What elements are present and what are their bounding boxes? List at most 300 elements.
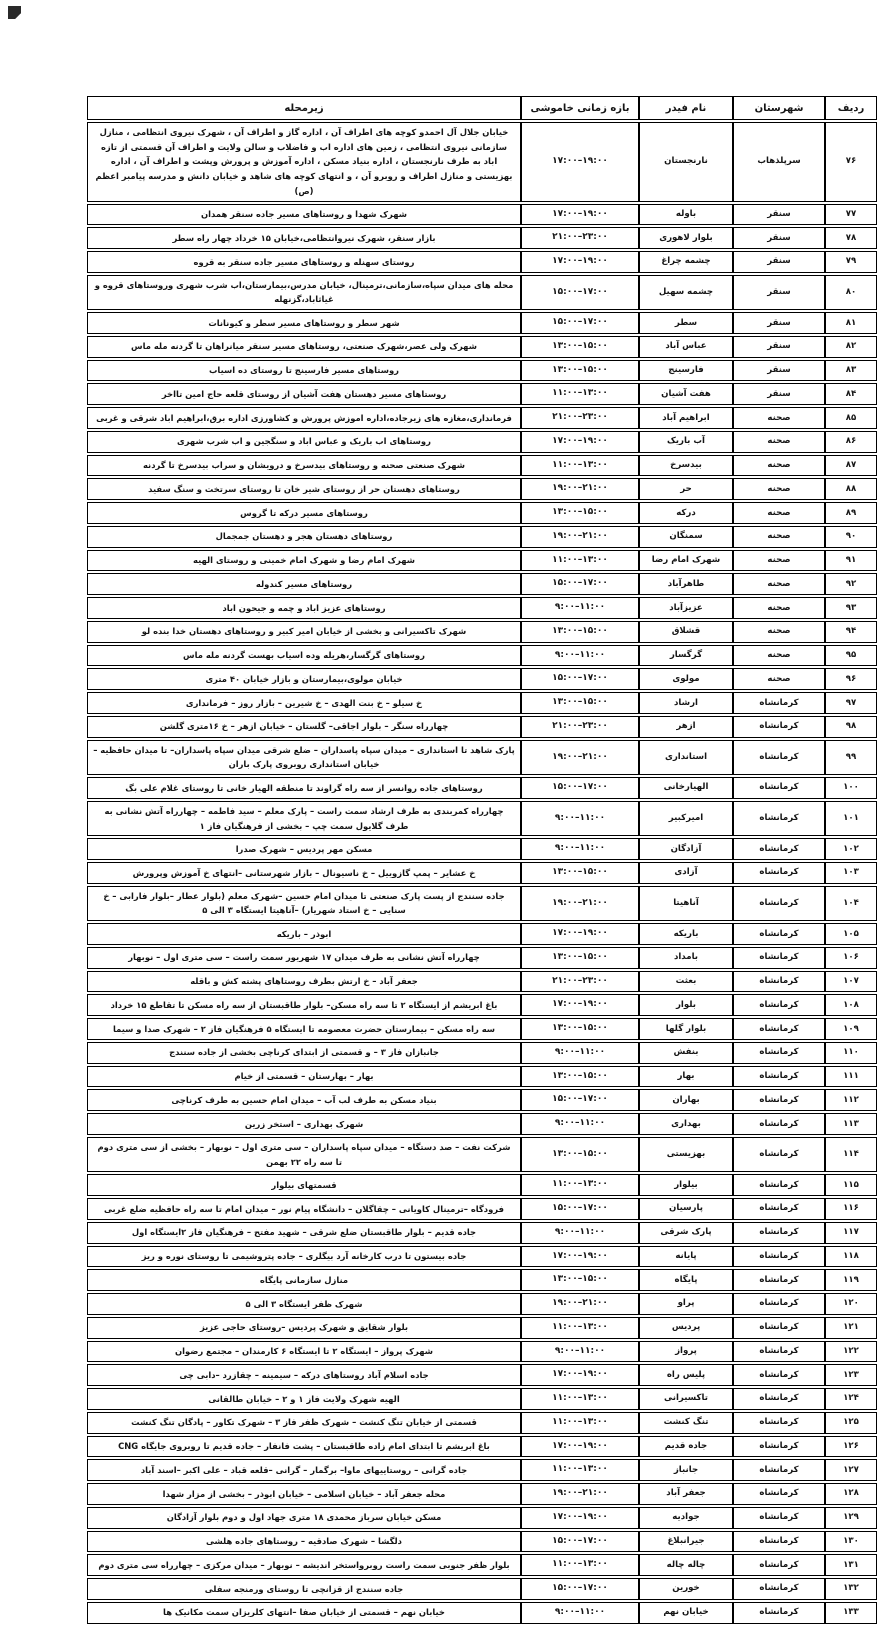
cell-outage-time: ۱۵:۰۰–۱۷:۰۰ [521,1578,639,1600]
cell-outage-time: ۱۵:۰۰–۱۷:۰۰ [521,777,639,799]
cell-row-number: ۱۰۴ [825,886,877,921]
cell-county: کرمانشاه [733,838,825,860]
table-row [87,1174,877,1196]
cell-feeder: مولوی [639,668,733,690]
table-row [87,1066,877,1088]
cell-row-number: ۱۱۹ [825,1269,877,1291]
table-row [87,801,877,836]
cell-row-number: ۹۷ [825,692,877,714]
cell-sub-neighborhood: باغ ابریشم از ایستگاه ۲ تا سه راه مسکن– بلوار طاقبستان از سه راه مسکن تا تقاطع ۱۵ خرداد [87,994,521,1016]
cell-outage-time: ۱۵:۰۰–۱۷:۰۰ [521,573,639,595]
cell-feeder: پلیس راه [639,1364,733,1386]
cell-row-number: ۱۰۹ [825,1018,877,1040]
cell-outage-time: ۱۷:۰۰–۱۹:۰۰ [521,1364,639,1386]
cell-outage-time: ۱۵:۰۰–۱۷:۰۰ [521,1531,639,1553]
cell-outage-time: ۹:۰۰–۱۱:۰۰ [521,1222,639,1244]
cell-county: کرمانشاه [733,777,825,799]
outage-schedule-table [87,94,877,1626]
cell-sub-neighborhood: چهارراه سنگر – بلوار اجاقی– گلستان – خیابان ازهر – خ ۱۶متری گلشن [87,716,521,738]
table-row [87,573,877,595]
cell-county: سرپلذهاب [733,122,825,202]
cell-outage-time: ۱۷:۰۰–۱۹:۰۰ [521,431,639,453]
cell-county: سنقر [733,251,825,273]
cell-feeder: خیابان نهم [639,1602,733,1624]
cell-feeder: تنگ کنشت [639,1412,733,1434]
cell-row-number: ۹۸ [825,716,877,738]
cell-feeder: بلوار گلها [639,1018,733,1040]
cell-sub-neighborhood: منازل سازمانی پایگاه [87,1269,521,1291]
table-row [87,886,877,921]
cell-feeder: الهیارخانی [639,777,733,799]
cell-sub-neighborhood: بنیاد مسکن به طرف لب آب – میدان امام حسین به طرف کرناچی [87,1089,521,1111]
cell-sub-neighborhood: روستاهای جاده روانسر از سه راه گراوند تا منطقه الهیار خانی تا روستای غلام علی بگ [87,777,521,799]
cell-county: صحنه [733,621,825,643]
cell-feeder: آزادی [639,862,733,884]
table-row [87,1018,877,1040]
cell-row-number: ۱۲۲ [825,1341,877,1363]
cell-row-number: ۱۱۴ [825,1137,877,1172]
cell-outage-time: ۱۳:۰۰–۱۵:۰۰ [521,947,639,969]
cell-feeder: پایگاه [639,1269,733,1291]
cell-county: کرمانشاه [733,886,825,921]
cell-feeder: شهرک امام رضا [639,550,733,572]
cell-county: کرمانشاه [733,1483,825,1505]
cell-county: سنقر [733,336,825,358]
cell-county: کرمانشاه [733,716,825,738]
cell-feeder: سطر [639,312,733,334]
cell-row-number: ۸۲ [825,336,877,358]
table-row [87,1578,877,1600]
cell-outage-time: ۱۳:۰۰–۱۵:۰۰ [521,862,639,884]
cell-outage-time: ۱۹:۰۰–۲۱:۰۰ [521,740,639,775]
cell-county: صحنه [733,502,825,524]
cell-county: کرمانشاه [733,1089,825,1111]
cell-row-number: ۱۰۷ [825,971,877,993]
cell-county: کرمانشاه [733,1018,825,1040]
table-row [87,360,877,382]
cell-outage-time: ۱۳:۰۰–۱۵:۰۰ [521,336,639,358]
table-row [87,1198,877,1220]
cell-sub-neighborhood: مسکن خیابان سرباز محمدی ۱۸ متری جهاد اول و دوم بلوار آزادگان [87,1507,521,1529]
cell-feeder: ابراهیم آباد [639,407,733,429]
cell-county: کرمانشاه [733,994,825,1016]
cell-feeder: بلوار لاهوری [639,227,733,249]
cell-outage-time: ۱۱:۰۰–۱۳:۰۰ [521,550,639,572]
cell-sub-neighborhood: مسکن مهر پردیس – شهرک صدرا [87,838,521,860]
cell-feeder: بیلوار [639,1174,733,1196]
cell-county: کرمانشاه [733,1388,825,1410]
cell-feeder: تاکسیرانی [639,1388,733,1410]
table-row [87,275,877,310]
cell-sub-neighborhood: پارک شاهد تا استانداری – میدان سپاه پاسداران – ضلع شرقی میدان سپاه پاسداران– تا میدان حافظیه – خیابان استانداری روبروی پارک باران [87,740,521,775]
cell-sub-neighborhood: بهار – بهارستان – قسمتی از خیام [87,1066,521,1088]
cell-county: صحنه [733,455,825,477]
cell-sub-neighborhood: فرمانداری،مغازه های زیرجاده،اداره اموزش پرورش و کشاورزی اداره برق،ابراهیم اباد شرقی و غربی [87,407,521,429]
cell-county: کرمانشاه [733,1113,825,1135]
cell-county: کرمانشاه [733,740,825,775]
cell-row-number: ۱۲۸ [825,1483,877,1505]
cell-feeder: بلوار [639,994,733,1016]
cell-row-number: ۹۵ [825,645,877,667]
cell-sub-neighborhood: قسمتهای بیلوار [87,1174,521,1196]
cell-county: کرمانشاه [733,1531,825,1553]
cell-row-number: ۱۰۶ [825,947,877,969]
cell-row-number: ۱۱۱ [825,1066,877,1088]
table-row [87,502,877,524]
cell-county: کرمانشاه [733,1317,825,1339]
cell-sub-neighborhood: ابوذر – باریکه [87,923,521,945]
cell-sub-neighborhood: روستاهای اب باریک و عباس اباد و سنگجین و اب شرب شهری [87,431,521,453]
cell-row-number: ۹۴ [825,621,877,643]
cell-sub-neighborhood: جاده سنندج از پست پارک صنعتی تا میدان امام حسین –شهرک معلم (بلوار عطار –بلوار فارابی – خ سنایی – خ استاد شهریار) –آناهیتا ایستگاه ۳ الی ۵ [87,886,521,921]
table-row [87,1222,877,1244]
cell-row-number: ۱۱۷ [825,1222,877,1244]
cell-feeder: آناهیتا [639,886,733,921]
cell-sub-neighborhood: بلوار ظفر جنوبی سمت راست روبرواستخر اندیشه – نوبهار – میدان مرکزی – چهارراه سی متری دوم [87,1554,521,1576]
cell-outage-time: ۱۳:۰۰–۱۵:۰۰ [521,621,639,643]
table-row [87,716,877,738]
cell-county: کرمانشاه [733,1436,825,1458]
cell-feeder: بنفش [639,1042,733,1064]
cell-county: سنقر [733,360,825,382]
cell-sub-neighborhood: خیابان مولوی،بیمارستان و بازار خیابان ۴۰ متری [87,668,521,690]
cell-row-number: ۹۱ [825,550,877,572]
cell-row-number: ۸۱ [825,312,877,334]
cell-sub-neighborhood: جعفر آباد – خ ارتش بطرف روستاهای پشته کش و باقله [87,971,521,993]
cell-outage-time: ۱۷:۰۰–۱۹:۰۰ [521,1436,639,1458]
cell-outage-time: ۱۵:۰۰–۱۷:۰۰ [521,1198,639,1220]
table-row [87,668,877,690]
table-row [87,455,877,477]
cell-row-number: ۷۷ [825,204,877,226]
cell-outage-time: ۱۵:۰۰–۱۷:۰۰ [521,668,639,690]
cell-feeder: چاله چاله [639,1554,733,1576]
header-feeder: نام فیدر [639,96,733,120]
cell-row-number: ۱۲۱ [825,1317,877,1339]
cell-row-number: ۱۰۸ [825,994,877,1016]
cell-county: کرمانشاه [733,1269,825,1291]
cell-feeder: پارک شرقی [639,1222,733,1244]
cell-sub-neighborhood: روستاهای دهستان هجر و دهستان جمجمال [87,526,521,548]
corner-mark-icon [8,6,21,19]
cell-county: کرمانشاه [733,1042,825,1064]
table-body [87,122,877,1624]
cell-feeder: جوادیه [639,1507,733,1529]
cell-row-number: ۱۰۰ [825,777,877,799]
cell-row-number: ۱۳۱ [825,1554,877,1576]
cell-sub-neighborhood: روستاهای گرگسار،هریله وده اسیاب بهست گردنه مله ماس [87,645,521,667]
cell-county: کرمانشاه [733,1174,825,1196]
cell-row-number: ۸۹ [825,502,877,524]
cell-sub-neighborhood: شهرک ظفر ایستگاه ۳ الی ۵ [87,1293,521,1315]
cell-feeder: آب باریک [639,431,733,453]
cell-county: سنقر [733,383,825,405]
cell-row-number: ۱۱۳ [825,1113,877,1135]
cell-county: سنقر [733,204,825,226]
cell-row-number: ۱۰۱ [825,801,877,836]
cell-sub-neighborhood: چهارراه آتش نشانی به طرف میدان ۱۷ شهریور سمت راست – سی متری اول – نوبهار [87,947,521,969]
cell-outage-time: ۱۱:۰۰–۱۳:۰۰ [521,1388,639,1410]
cell-county: کرمانشاه [733,971,825,993]
cell-row-number: ۱۳۳ [825,1602,877,1624]
cell-sub-neighborhood: روستاهای دهستان حر از روستای شیر خان تا روستای سرتخت و سنگ سفید [87,478,521,500]
cell-row-number: ۸۰ [825,275,877,310]
cell-feeder: نارنجستان [639,122,733,202]
cell-feeder: درکه [639,502,733,524]
cell-outage-time: ۱۹:۰۰–۲۱:۰۰ [521,1483,639,1505]
cell-feeder: حر [639,478,733,500]
cell-sub-neighborhood: سه راه مسکن – بیمارستان حضرت معصومه تا ایستگاه ۵ فرهنگیان فاز ۲ – شهرک صدا و سیما [87,1018,521,1040]
table-row [87,923,877,945]
cell-county: صحنه [733,550,825,572]
cell-row-number: ۷۶ [825,122,877,202]
table-row [87,1113,877,1135]
cell-sub-neighborhood: خیابان نهم – قسمتی از خیابان صفا –انتهای کلریزان سمت مکانیک ها [87,1602,521,1624]
table-row [87,947,877,969]
cell-outage-time: ۱۹:۰۰–۲۱:۰۰ [521,478,639,500]
cell-feeder: پایانه [639,1246,733,1268]
cell-county: کرمانشاه [733,1246,825,1268]
cell-sub-neighborhood: خ سیلو – خ بنت الهدی – خ شیرین – بازار روز – فرمانداری [87,692,521,714]
cell-feeder: پارسیان [639,1198,733,1220]
cell-feeder: جعفر آباد [639,1483,733,1505]
cell-outage-time: ۹:۰۰–۱۱:۰۰ [521,1042,639,1064]
cell-outage-time: ۱۱:۰۰–۱۳:۰۰ [521,1459,639,1481]
cell-county: صحنه [733,431,825,453]
cell-sub-neighborhood: محله جعفر آباد – خیابان اسلامی – خیابان ابوذر – بخشی از مزار شهدا [87,1483,521,1505]
cell-feeder: بهزیستی [639,1137,733,1172]
table-row [87,1436,877,1458]
cell-sub-neighborhood: شهرک ولی عصر،شهرک صنعتی، روستاهای مسیر سنقر میانراهان تا گردنه مله ماس [87,336,521,358]
cell-sub-neighborhood: باغ ابریشم تا ابتدای امام زاده طاقبستان – پشت فانفار – جاده قدیم تا روبروی جایگاه CNG [87,1436,521,1458]
cell-county: کرمانشاه [733,1507,825,1529]
cell-feeder: باوله [639,204,733,226]
cell-outage-time: ۱۵:۰۰–۱۷:۰۰ [521,1089,639,1111]
cell-row-number: ۱۰۲ [825,838,877,860]
cell-county: صحنه [733,573,825,595]
table-row [87,621,877,643]
header-county: شهرستان [733,96,825,120]
cell-county: سنقر [733,275,825,310]
cell-sub-neighborhood: جاده بیستون تا درب کارخانه آرد بیگلری – جاده پتروشیمی تا روستای نوره و ریز [87,1246,521,1268]
cell-feeder: گرگسار [639,645,733,667]
cell-county: کرمانشاه [733,923,825,945]
cell-row-number: ۹۰ [825,526,877,548]
cell-county: کرمانشاه [733,801,825,836]
header-area: زیرمحله [87,96,521,120]
cell-county: صحنه [733,407,825,429]
cell-sub-neighborhood: دلگشا – شهرک صادقیه – روستاهای جاده هلشی [87,1531,521,1553]
header-time: بازه زمانی خاموشی [521,96,639,120]
cell-sub-neighborhood: روستای سهنله و روستاهای مسیر جاده سنقر به قروه [87,251,521,273]
cell-sub-neighborhood: شهرک تاکسیرانی و بخشی از خیابان امیر کبیر و روستاهای دهستان خدا بنده لو [87,621,521,643]
cell-row-number: ۱۱۸ [825,1246,877,1268]
cell-outage-time: ۱۹:۰۰–۲۱:۰۰ [521,526,639,548]
cell-feeder: بیدسرخ [639,455,733,477]
cell-row-number: ۱۲۳ [825,1364,877,1386]
table-row [87,312,877,334]
cell-row-number: ۸۷ [825,455,877,477]
cell-row-number: ۱۱۶ [825,1198,877,1220]
cell-sub-neighborhood: قسمتی از خیابان تنگ کنشت – شهرک ظفر فاز ۳ – شهرک تکاور – پادگان تنگ کنشت [87,1412,521,1434]
cell-feeder: جیرانبلاغ [639,1531,733,1553]
cell-row-number: ۷۹ [825,251,877,273]
cell-county: کرمانشاه [733,1293,825,1315]
cell-outage-time: ۱۳:۰۰–۱۵:۰۰ [521,502,639,524]
cell-feeder: ازهر [639,716,733,738]
cell-outage-time: ۹:۰۰–۱۱:۰۰ [521,1602,639,1624]
cell-feeder: طاهرآباد [639,573,733,595]
cell-feeder: باریکه [639,923,733,945]
cell-feeder: امیرکبیر [639,801,733,836]
cell-outage-time: ۱۱:۰۰–۱۳:۰۰ [521,455,639,477]
table-row [87,227,877,249]
cell-outage-time: ۲۱:۰۰–۲۳:۰۰ [521,971,639,993]
table-row [87,478,877,500]
cell-sub-neighborhood: محله های میدان سپاه،سازمانی،ترمینال، خیابان مدرس،بیمارستان،اب شرب شهری وروستاهای قروه و غیاثاباد،گزنهله [87,275,521,310]
cell-sub-neighborhood: شرکت نفت – صد دستگاه – میدان سپاه پاسداران – سی متری اول – نوبهار – بخشی از سی متری دوم تا سه راه ۲۲ بهمن [87,1137,521,1172]
cell-outage-time: ۱۷:۰۰–۱۹:۰۰ [521,251,639,273]
cell-sub-neighborhood: بلوار شقایق و شهرک پردیس –روستای حاجی عزیز [87,1317,521,1339]
cell-county: کرمانشاه [733,1554,825,1576]
table-row [87,1554,877,1576]
cell-county: صحنه [733,526,825,548]
cell-outage-time: ۱۳:۰۰–۱۵:۰۰ [521,1137,639,1172]
table-row [87,645,877,667]
cell-feeder: جاده قدیم [639,1436,733,1458]
cell-row-number: ۱۲۴ [825,1388,877,1410]
cell-feeder: عباس آباد [639,336,733,358]
cell-row-number: ۱۱۰ [825,1042,877,1064]
cell-feeder: قشلاق [639,621,733,643]
cell-outage-time: ۱۱:۰۰–۱۳:۰۰ [521,1174,639,1196]
cell-county: کرمانشاه [733,1578,825,1600]
table-row [87,1137,877,1172]
table-row [87,1089,877,1111]
cell-county: کرمانشاه [733,1364,825,1386]
cell-feeder: بهداری [639,1113,733,1135]
cell-outage-time: ۲۱:۰۰–۲۳:۰۰ [521,407,639,429]
table-row [87,122,877,202]
cell-row-number: ۱۳۰ [825,1531,877,1553]
cell-county: کرمانشاه [733,862,825,884]
cell-outage-time: ۱۱:۰۰–۱۳:۰۰ [521,383,639,405]
cell-outage-time: ۱۳:۰۰–۱۵:۰۰ [521,1269,639,1291]
cell-county: سنقر [733,312,825,334]
table-row [87,740,877,775]
cell-feeder: بامداد [639,947,733,969]
table-row [87,862,877,884]
table-row [87,251,877,273]
cell-sub-neighborhood: روستاهای مسیر درکه تا گروس [87,502,521,524]
cell-outage-time: ۱۳:۰۰–۱۵:۰۰ [521,692,639,714]
cell-row-number: ۱۲۶ [825,1436,877,1458]
table-row [87,550,877,572]
cell-feeder: هفت آشیان [639,383,733,405]
cell-row-number: ۱۱۲ [825,1089,877,1111]
cell-outage-time: ۲۱:۰۰–۲۳:۰۰ [521,716,639,738]
cell-feeder: عزیزآباد [639,597,733,619]
cell-sub-neighborhood: روستاهای مسیر دهستان هفت آشیان از روستای قلعه حاج امین تااخر [87,383,521,405]
table-row [87,1507,877,1529]
cell-sub-neighborhood: چهارراه کمربندی به طرف ارشاد سمت راست – پارک معلم – سید فاطمه – چهارراه آتش نشانی به طرف گلایول سمت چپ – بخشی از فرهنگیان فاز ۱ [87,801,521,836]
cell-outage-time: ۹:۰۰–۱۱:۰۰ [521,801,639,836]
cell-row-number: ۹۶ [825,668,877,690]
cell-sub-neighborhood: روستاهای مسیر کندوله [87,573,521,595]
cell-row-number: ۹۲ [825,573,877,595]
cell-outage-time: ۹:۰۰–۱۱:۰۰ [521,838,639,860]
cell-feeder: جانباز [639,1459,733,1481]
cell-row-number: ۸۶ [825,431,877,453]
cell-sub-neighborhood: شهرک بهداری – استخر زرین [87,1113,521,1135]
cell-row-number: ۱۲۰ [825,1293,877,1315]
cell-sub-neighborhood: شهرک شهدا و روستاهای مسیر جاده سنقر همدان [87,204,521,226]
cell-feeder: ارشاد [639,692,733,714]
table-row [87,692,877,714]
table-row [87,994,877,1016]
cell-outage-time: ۱۳:۰۰–۱۵:۰۰ [521,1018,639,1040]
cell-sub-neighborhood: الهیه شهرک ولایت فاز ۱ و ۲ – خیابان طالقانی [87,1388,521,1410]
cell-row-number: ۹۹ [825,740,877,775]
cell-row-number: ۱۲۷ [825,1459,877,1481]
cell-feeder: پراو [639,1293,733,1315]
cell-sub-neighborhood: خیابان جلال آل احمدو کوچه های اطراف آن ، اداره گاز و اطراف آن ، شهرک نیروی انتظامی ، منازل سازمانی نیروی انتظامی ، زمین های اداره اب و فاضلاب و سالن ولایت و اطراف آن قسمتی از تازه اباد به طرف نارنجستان ، اداره بنیاد مسکن ، اداره آموزش و پرورش وپشت و اطراف آن ، اداره بهزیستی و منازل اطراف و روبرو آن ، و انتهای کوچه های شاهد و خیابان دانش و مدرسه پیامبر اعظم (ص) [87,122,521,202]
table-row [87,1459,877,1481]
cell-outage-time: ۹:۰۰–۱۱:۰۰ [521,597,639,619]
table-row [87,1317,877,1339]
cell-outage-time: ۱۱:۰۰–۱۳:۰۰ [521,1412,639,1434]
cell-sub-neighborhood: روستاهای عزیز اباد و چمه و جیحون اباد [87,597,521,619]
table-row [87,1388,877,1410]
cell-outage-time: ۱۵:۰۰–۱۷:۰۰ [521,312,639,334]
cell-feeder: پرواز [639,1341,733,1363]
cell-outage-time: ۱۳:۰۰–۱۵:۰۰ [521,360,639,382]
cell-sub-neighborhood: بازار سنقر، شهرک نیروانتظامی،خیابان ۱۵ خرداد چهار راه سطر [87,227,521,249]
cell-feeder: استانداری [639,740,733,775]
cell-county: کرمانشاه [733,1066,825,1088]
cell-outage-time: ۱۷:۰۰–۱۹:۰۰ [521,994,639,1016]
cell-row-number: ۱۲۹ [825,1507,877,1529]
cell-outage-time: ۱۳:۰۰–۱۵:۰۰ [521,1066,639,1088]
table-row [87,777,877,799]
cell-sub-neighborhood: شهرک صنعتی صحنه و روستاهای بیدسرخ و درویشان و سراب بیدسرخ تا گردنه [87,455,521,477]
table-header-row [87,96,877,120]
cell-feeder: سمنگان [639,526,733,548]
table-row [87,1364,877,1386]
cell-county: صحنه [733,478,825,500]
cell-outage-time: ۱۱:۰۰–۱۳:۰۰ [521,1317,639,1339]
cell-county: کرمانشاه [733,1137,825,1172]
cell-row-number: ۱۱۵ [825,1174,877,1196]
cell-outage-time: ۱۷:۰۰–۱۹:۰۰ [521,122,639,202]
table-row [87,1246,877,1268]
table-row [87,1269,877,1291]
table-row [87,407,877,429]
cell-sub-neighborhood: جاده سنندج از قزانچی تا روستای ورمنجه سفلی [87,1578,521,1600]
cell-sub-neighborhood: جاده اسلام آباد روستاهای درکه – سیمینه – چقازرد –دابی چی [87,1364,521,1386]
cell-county: سنقر [733,227,825,249]
cell-outage-time: ۱۷:۰۰–۱۹:۰۰ [521,1507,639,1529]
cell-feeder: بهاران [639,1089,733,1111]
cell-outage-time: ۱۷:۰۰–۱۹:۰۰ [521,204,639,226]
cell-sub-neighborhood: خ عشایر – پمپ گازوییل – خ ناسیونال – بازار شهرستانی –انتهای خ آموزش وپرورش [87,862,521,884]
cell-outage-time: ۱۵:۰۰–۱۷:۰۰ [521,275,639,310]
table-row [87,1531,877,1553]
table-row [87,1412,877,1434]
cell-row-number: ۱۰۳ [825,862,877,884]
cell-row-number: ۱۳۲ [825,1578,877,1600]
cell-row-number: ۸۸ [825,478,877,500]
